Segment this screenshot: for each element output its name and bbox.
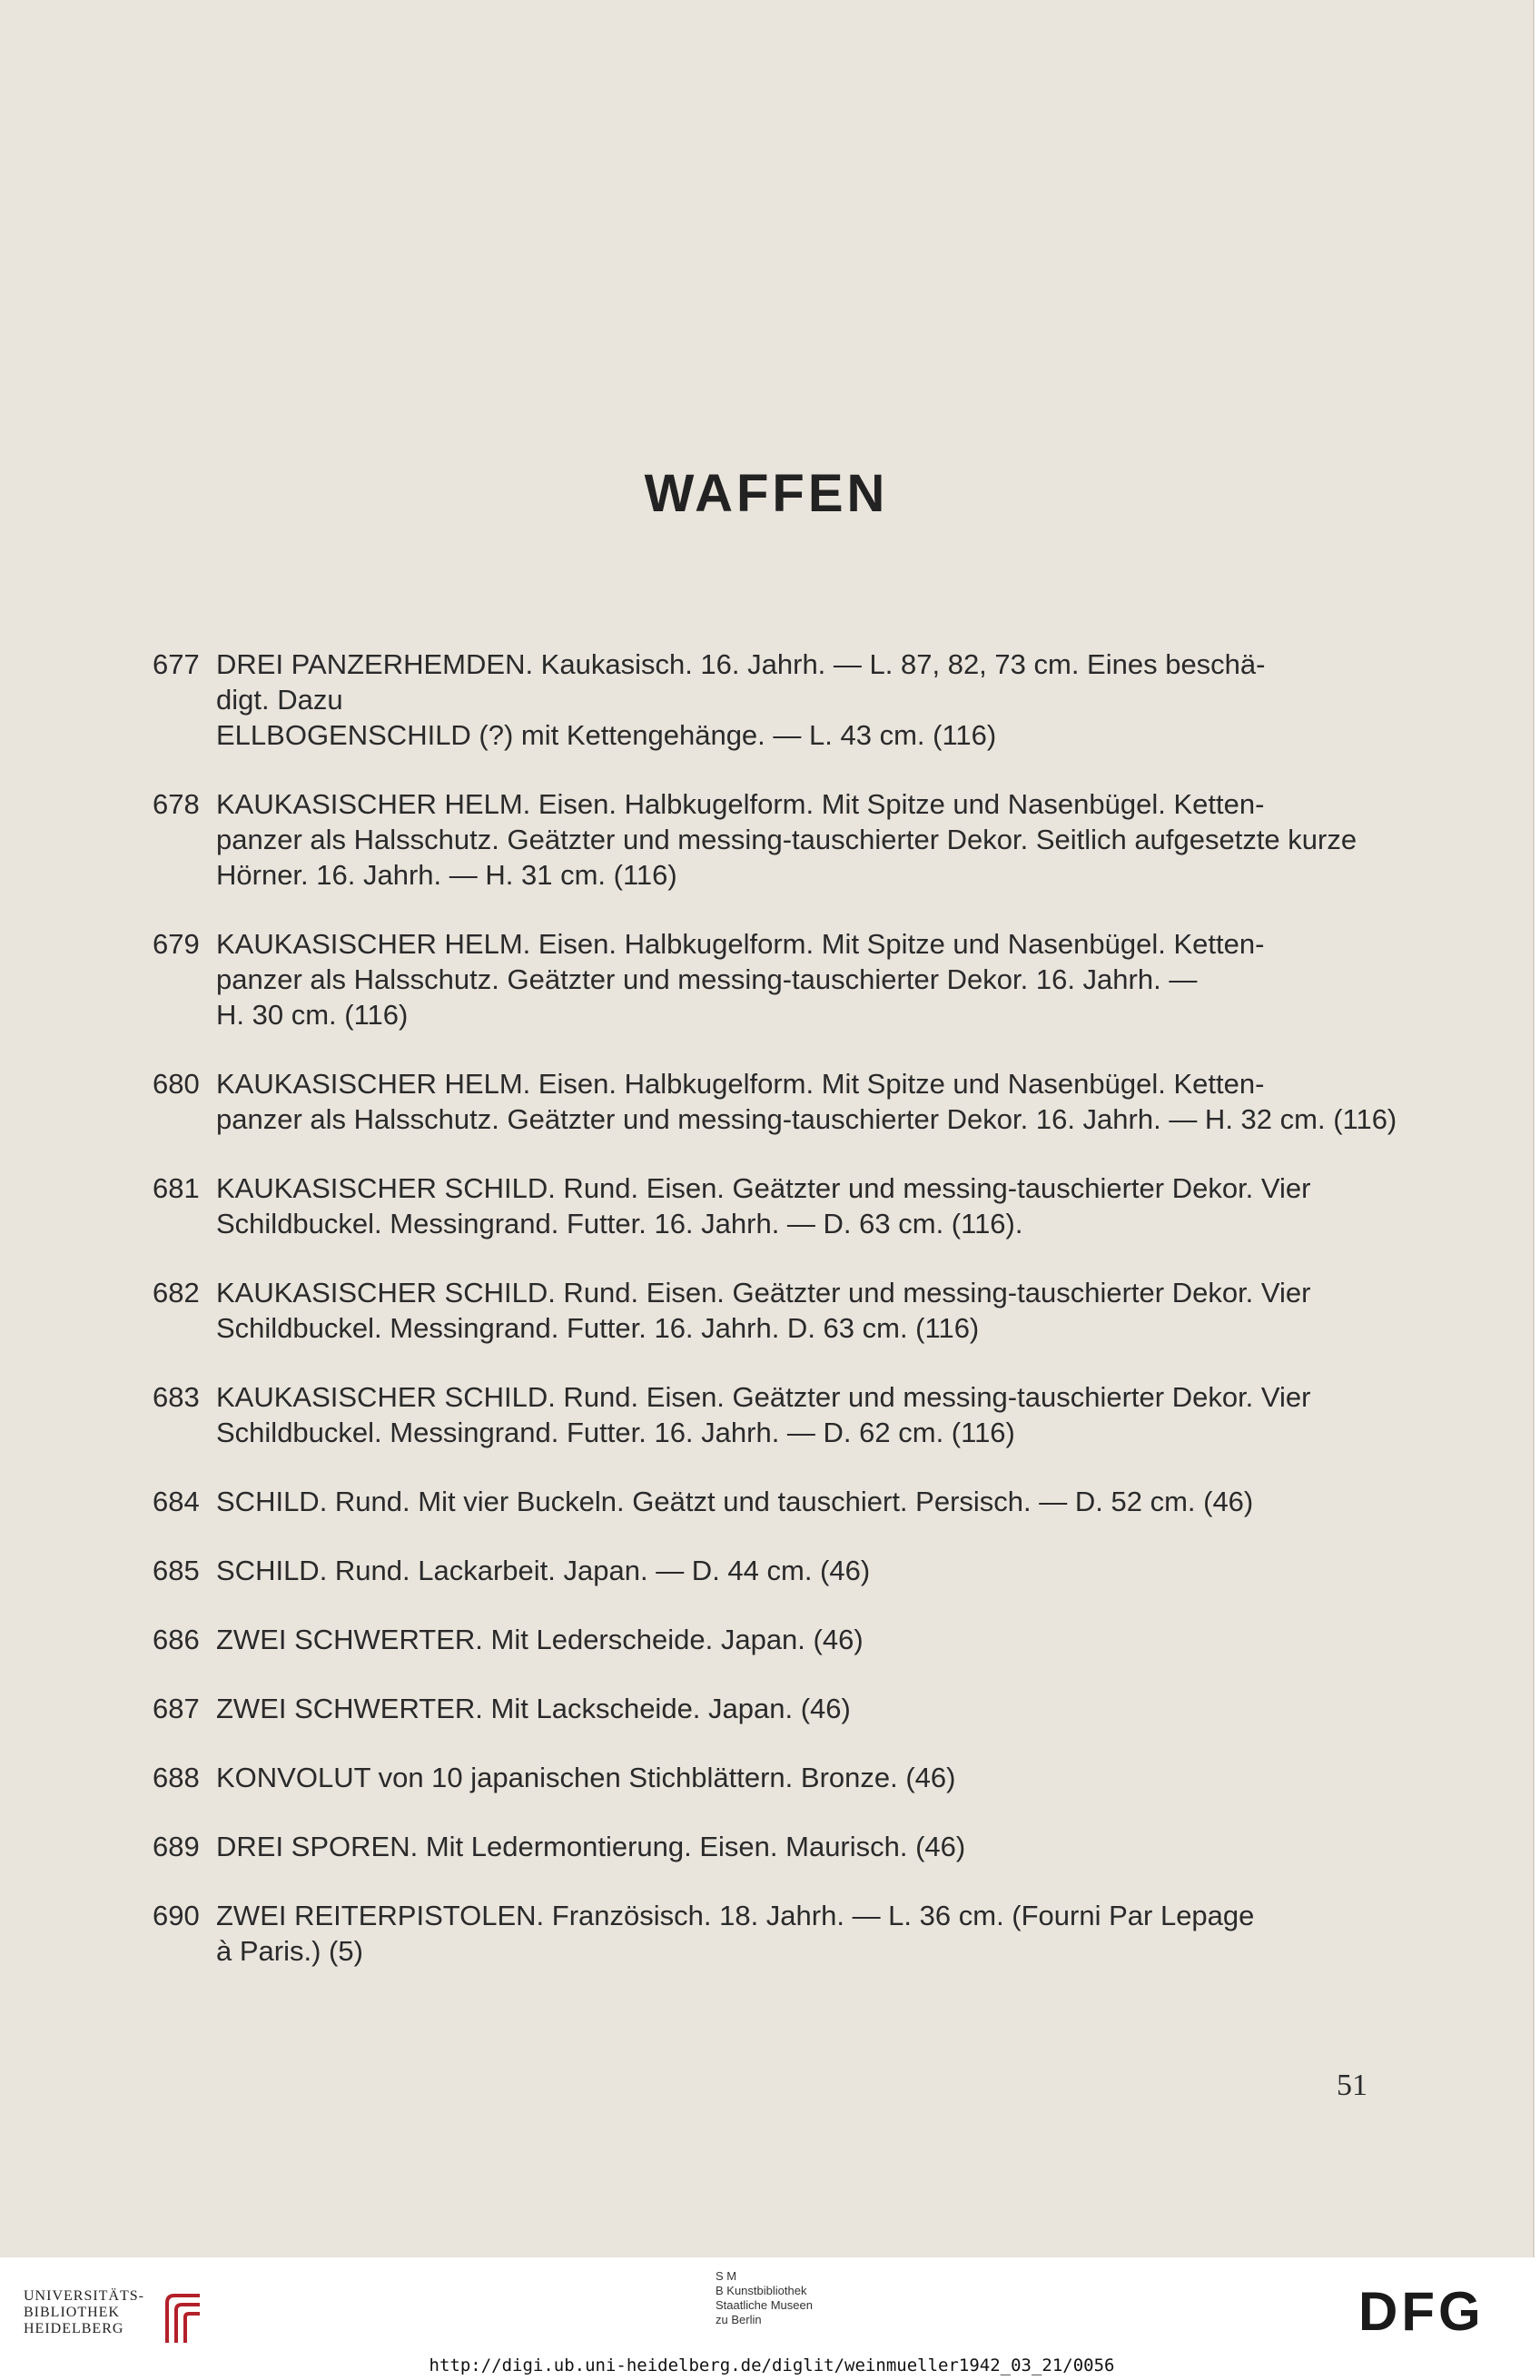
entry-text-line: panzer als Halsschutz. Geätzter und messing-tauschierter Dekor. 16. Jahrh. —: [216, 963, 1198, 995]
entry-text-line: SCHILD. Rund. Mit vier Buckeln. Geätzt und tauschiert. Persisch. — D. 52 cm. (46): [216, 1486, 1254, 1517]
catalog-entry: [153, 786, 1378, 893]
museum-name-line: S M: [716, 2269, 737, 2283]
entry-text-line: KAUKASISCHER HELM. Eisen. Halbkugelform. Mit Spitze und Nasenbügel. Ketten-: [216, 928, 1265, 960]
permalink-url[interactable]: http://digi.ub.uni-heidelberg.de/diglit/weinmueller1942_03_21/0056: [429, 2355, 1115, 2375]
entry-text-line: KAUKASISCHER HELM. Eisen. Halbkugelform. Mit Spitze und Nasenbügel. Ketten-: [216, 788, 1265, 820]
catalog-entry: [153, 926, 1378, 1032]
catalog-entry: [153, 1691, 1378, 1726]
entry-text-line: KAUKASISCHER SCHILD. Rund. Eisen. Geätzter und messing-tauschierter Dekor. Vier: [216, 1381, 1311, 1413]
entry-text-line: ZWEI SCHWERTER. Mit Lederscheide. Japan. (46): [216, 1624, 864, 1655]
entry-text-line: ELLBOGENSCHILD (?) mit Kettengehänge. — L. 43 cm. (116): [216, 719, 997, 751]
university-library-logo[interactable]: [24, 2288, 214, 2352]
entry-number: 678: [153, 788, 200, 820]
entry-text-line: Schildbuckel. Messingrand. Futter. 16. Jahrh. — D. 62 cm. (116): [216, 1417, 1015, 1448]
catalog-entry: [153, 1275, 1378, 1346]
entry-text-line: Schildbuckel. Messingrand. Futter. 16. Jahrh. — D. 63 cm. (116).: [216, 1208, 1023, 1239]
entry-text-line: panzer als Halsschutz. Geätzter und messing-tauschierter Dekor. Seitlich aufgesetzte kurze: [216, 824, 1357, 855]
entry-text-line: à Paris.) (5): [216, 1935, 363, 1967]
university-name-line: HEIDELBERG: [24, 2321, 124, 2336]
entry-number: 681: [153, 1172, 200, 1204]
museum-name-line: Staatliche Museen: [716, 2298, 813, 2312]
entry-text-line: Hörner. 16. Jahrh. — H. 31 cm. (116): [216, 859, 677, 891]
museum-name-line: zu Berlin: [716, 2313, 762, 2326]
catalog-entry: [153, 1760, 1378, 1795]
entry-text-line: digt. Dazu: [216, 684, 343, 716]
dfg-logo-text: DFG: [1358, 2283, 1485, 2336]
staatliche-museen-logo[interactable]: [716, 2269, 861, 2327]
catalog-entry: [153, 1066, 1397, 1137]
entry-text-line: H. 30 cm. (116): [216, 999, 409, 1031]
catalog-entry: [153, 647, 1378, 753]
catalog-entry: [153, 1622, 1378, 1657]
entry-text-line: SCHILD. Rund. Lackarbeit. Japan. — D. 44 cm. (46): [216, 1555, 871, 1586]
entry-number: 685: [153, 1555, 200, 1586]
university-name-line: UNIVERSITÄTS-: [24, 2288, 144, 2304]
catalog-entry: [153, 1484, 1378, 1519]
entry-number: 687: [153, 1693, 200, 1724]
entry-text-line: KAUKASISCHER SCHILD. Rund. Eisen. Geätzter und messing-tauschierter Dekor. Vier: [216, 1277, 1311, 1309]
entry-number: 682: [153, 1277, 200, 1309]
page-number: 51: [1337, 2069, 1367, 2102]
dfg-logo[interactable]: [1358, 2283, 1513, 2336]
catalog-entry: [153, 1553, 1378, 1588]
museum-name-line: B Kunstbibliothek: [716, 2284, 807, 2297]
entry-text-line: ZWEI REITERPISTOLEN. Französisch. 18. Jahrh. — L. 36 cm. (Fourni Par Lepage: [216, 1900, 1255, 1931]
entry-text-line: KAUKASISCHER SCHILD. Rund. Eisen. Geätzter und messing-tauschierter Dekor. Vier: [216, 1172, 1311, 1204]
catalog-entries: [153, 647, 1397, 2002]
entry-text-line: ZWEI SCHWERTER. Mit Lackscheide. Japan. (46): [216, 1693, 851, 1724]
entry-text-line: Schildbuckel. Messingrand. Futter. 16. Jahrh. D. 63 cm. (116): [216, 1312, 980, 1344]
entry-number: 690: [153, 1900, 200, 1931]
catalog-entry: [153, 1379, 1378, 1450]
heidelberg-library-icon: [162, 2290, 205, 2348]
catalog-entry: [153, 1898, 1378, 1969]
entry-text-line: panzer als Halsschutz. Geätzter und messing-tauschierter Dekor. 16. Jahrh. — H. 32 cm. (116): [216, 1103, 1397, 1135]
entry-number: 688: [153, 1762, 200, 1793]
catalog-entry: [153, 1829, 1378, 1864]
entry-number: 680: [153, 1068, 200, 1100]
entry-number: 683: [153, 1381, 200, 1413]
entry-number: 677: [153, 648, 200, 680]
entry-text-line: DREI PANZERHEMDEN. Kaukasisch. 16. Jahrh. — L. 87, 82, 73 cm. Eines beschä-: [216, 648, 1266, 680]
entry-text-line: KONVOLUT von 10 japanischen Stichblättern. Bronze. (46): [216, 1762, 956, 1793]
entry-text-line: DREI SPOREN. Mit Ledermontierung. Eisen. Maurisch. (46): [216, 1831, 966, 1862]
entry-number: 679: [153, 928, 200, 960]
university-name-line: BIBLIOTHEK: [24, 2305, 120, 2320]
entry-number: 686: [153, 1624, 200, 1655]
entry-text-line: KAUKASISCHER HELM. Eisen. Halbkugelform. Mit Spitze und Nasenbügel. Ketten-: [216, 1068, 1265, 1100]
entry-number: 689: [153, 1831, 200, 1862]
university-library-name: [24, 2288, 151, 2337]
page-title: WAFFEN: [644, 464, 889, 523]
entry-number: 684: [153, 1486, 200, 1517]
catalog-entry: [153, 1170, 1378, 1241]
